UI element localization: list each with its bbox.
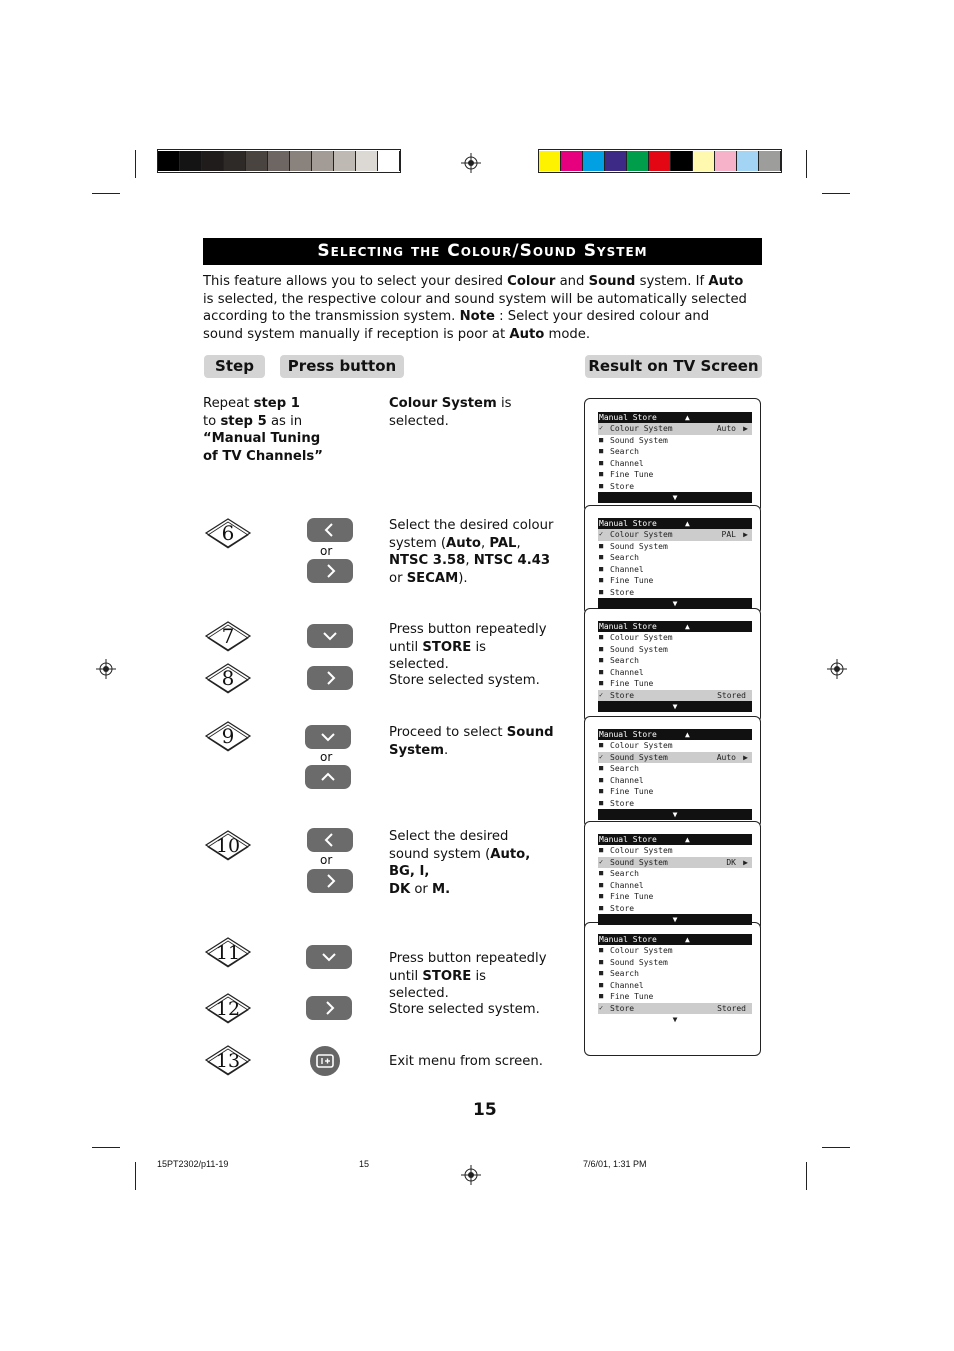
calibration-swatch bbox=[715, 151, 737, 171]
bullet-icon: ■ bbox=[599, 679, 604, 687]
tv-menu-header bbox=[598, 834, 752, 845]
tv-menu-item bbox=[598, 880, 752, 892]
tv-menu-item-label: Store bbox=[610, 690, 635, 700]
tv-menu-item-label: Channel bbox=[610, 980, 644, 990]
tv-menu-item-label: Colour System bbox=[610, 424, 673, 433]
crop-mark bbox=[822, 193, 850, 194]
bullet-icon: ■ bbox=[599, 798, 604, 807]
step-13-number bbox=[204, 1044, 252, 1076]
calibration-swatch bbox=[693, 151, 715, 171]
tv-menu-item bbox=[598, 945, 752, 957]
calibration-swatch bbox=[561, 151, 583, 171]
tv-menu-item bbox=[598, 857, 752, 869]
svg-text:11: 11 bbox=[215, 942, 241, 964]
tv-menu-item bbox=[598, 469, 752, 481]
calibration-swatch bbox=[378, 151, 400, 171]
tv-menu-item-label: Search bbox=[610, 969, 639, 978]
calibration-swatch bbox=[605, 151, 627, 171]
step-13-description: Exit menu from screen. bbox=[389, 1054, 543, 1069]
tv-menu-title: Manual Store bbox=[599, 519, 657, 528]
bullet-icon: ■ bbox=[599, 846, 604, 854]
tv-menu-item bbox=[598, 868, 752, 880]
tv-menu-item bbox=[598, 763, 752, 775]
calibration-swatch bbox=[312, 151, 334, 171]
tv-menu-item bbox=[598, 632, 752, 644]
crop-mark bbox=[92, 193, 120, 194]
crop-mark bbox=[806, 150, 807, 178]
step-12-description: Store selected system. bbox=[389, 1002, 540, 1017]
menu-icon bbox=[310, 1046, 340, 1076]
arrow-right-icon: ▶ bbox=[743, 857, 748, 867]
tv-menu-title: Manual Store bbox=[599, 935, 657, 944]
tv-menu-item-label: Channel bbox=[610, 667, 644, 677]
bullet-icon: ■ bbox=[599, 447, 604, 455]
calibration-swatch bbox=[268, 151, 290, 171]
tv-menu-screen bbox=[598, 412, 752, 503]
check-icon: ✓ bbox=[599, 690, 604, 699]
right-button[interactable] bbox=[307, 666, 353, 690]
tv-menu-item bbox=[598, 564, 752, 576]
tv-menu-item bbox=[598, 845, 752, 857]
down-button[interactable] bbox=[307, 624, 353, 648]
tv-menu-item bbox=[598, 1003, 752, 1015]
tv-menu-header bbox=[598, 934, 752, 945]
tv-menu-item-label: Search bbox=[610, 869, 639, 878]
tv-menu-item-label: Fine Tune bbox=[610, 992, 654, 1001]
tv-menu-item-label: Search bbox=[610, 553, 639, 562]
or-label: or bbox=[320, 853, 333, 867]
tv-menu-header bbox=[598, 412, 752, 423]
page-number: 15 bbox=[473, 1100, 497, 1120]
crop-mark bbox=[135, 150, 136, 178]
tv-menu-item-value: PAL bbox=[721, 530, 736, 539]
step-10-number bbox=[204, 829, 252, 861]
tv-menu-item-label: Colour System bbox=[610, 946, 673, 955]
crop-mark bbox=[806, 1162, 807, 1190]
down-button[interactable] bbox=[306, 945, 352, 969]
footer-file-name: 15PT2302/p11-19 bbox=[157, 1159, 229, 1169]
tv-menu-item bbox=[598, 458, 752, 470]
tv-menu-item-label: Channel bbox=[610, 775, 644, 785]
chevron-down-icon bbox=[320, 730, 336, 744]
check-icon: ✓ bbox=[599, 1003, 604, 1012]
tv-menu-item bbox=[598, 655, 752, 667]
tv-menu-item-label: Store bbox=[610, 481, 635, 491]
tv-menu-item-label: Channel bbox=[610, 880, 644, 890]
svg-text:9: 9 bbox=[221, 724, 235, 748]
step-6-description: Select the desired colour system (Auto, PAL, NTSC 3.58, NTSC 4.43 or SECAM). bbox=[389, 518, 554, 586]
chevron-down-icon bbox=[322, 629, 338, 643]
tv-menu-item bbox=[598, 446, 752, 458]
tv-menu-item-label: Sound System bbox=[610, 857, 668, 867]
chevron-up-icon bbox=[320, 770, 336, 784]
right-button[interactable] bbox=[307, 559, 353, 583]
calibration-swatch bbox=[649, 151, 671, 171]
tv-menu-item-label: Store bbox=[610, 587, 635, 597]
registration-mark-icon bbox=[461, 153, 481, 173]
up-button[interactable] bbox=[305, 765, 351, 789]
footer-page: 15 bbox=[359, 1159, 370, 1169]
tv-menu-item bbox=[598, 775, 752, 787]
scroll-down-icon: ▼ bbox=[598, 701, 752, 712]
bullet-icon: ■ bbox=[599, 764, 604, 772]
svg-text:13: 13 bbox=[215, 1050, 241, 1072]
tv-menu-item-label: Sound System bbox=[610, 752, 668, 762]
tv-menu-item bbox=[598, 957, 752, 969]
tv-menu-item-label: Fine Tune bbox=[610, 576, 654, 585]
tv-menu-screen bbox=[598, 934, 752, 1025]
tv-menu-item-label: Sound System bbox=[610, 644, 668, 654]
tv-menu-item bbox=[598, 423, 752, 435]
calibration-swatch bbox=[356, 151, 378, 171]
calibration-swatch bbox=[290, 151, 312, 171]
chevron-right-icon bbox=[322, 671, 338, 685]
calibration-swatch bbox=[737, 151, 759, 171]
chevron-right-icon bbox=[322, 874, 338, 888]
step-9-description: Proceed to select Sound System. bbox=[389, 725, 554, 758]
footer-timestamp: 7/6/01, 1:31 PM bbox=[583, 1159, 647, 1169]
tv-menu-item-label: Store bbox=[610, 798, 635, 808]
bullet-icon: ■ bbox=[599, 541, 604, 550]
bullet-icon: ■ bbox=[599, 880, 604, 889]
scroll-up-icon: ▲ bbox=[685, 622, 690, 631]
tv-menu-item-label: Sound System bbox=[610, 957, 668, 967]
check-icon: ✓ bbox=[599, 424, 604, 432]
tv-menu-item-label: Fine Tune bbox=[610, 892, 654, 901]
bullet-icon: ■ bbox=[599, 644, 604, 653]
tv-menu-screen bbox=[598, 729, 752, 820]
bullet-icon: ■ bbox=[599, 633, 604, 641]
tv-menu-item-label: Fine Tune bbox=[610, 679, 654, 688]
scroll-up-icon: ▲ bbox=[685, 519, 690, 528]
tv-menu-title: Manual Store bbox=[599, 730, 657, 739]
or-label: or bbox=[320, 544, 333, 558]
tv-menu-item-value: Auto bbox=[716, 424, 736, 433]
svg-text:7: 7 bbox=[221, 624, 235, 648]
press-button-column-header: Press button bbox=[280, 355, 404, 378]
tv-menu-item bbox=[598, 644, 752, 656]
left-button[interactable] bbox=[307, 828, 353, 852]
svg-text:10: 10 bbox=[215, 835, 241, 857]
step-8-number bbox=[204, 662, 252, 694]
tv-menu-item-label: Search bbox=[610, 656, 639, 665]
tv-menu-title: Manual Store bbox=[599, 835, 657, 844]
bullet-icon: ■ bbox=[599, 903, 604, 912]
scroll-down-icon: ▼ bbox=[598, 914, 752, 925]
tv-menu-item-label: Colour System bbox=[610, 530, 673, 539]
tv-menu-item-label: Colour System bbox=[610, 846, 673, 855]
bullet-icon: ■ bbox=[599, 667, 604, 676]
tv-menu-item-label: Colour System bbox=[610, 741, 673, 750]
tv-menu-item-label: Store bbox=[610, 1003, 635, 1013]
svg-text:6: 6 bbox=[221, 521, 235, 545]
tv-menu-item-label: Sound System bbox=[610, 541, 668, 551]
scroll-up-icon: ▲ bbox=[685, 935, 690, 944]
tv-menu-title: Manual Store bbox=[599, 622, 657, 631]
calibration-swatch bbox=[246, 151, 268, 171]
chevron-right-icon bbox=[322, 564, 338, 578]
menu-button[interactable] bbox=[310, 1046, 340, 1076]
bullet-icon: ■ bbox=[599, 957, 604, 966]
calibration-swatch bbox=[583, 151, 605, 171]
bullet-icon: ■ bbox=[599, 787, 604, 795]
tv-menu-item bbox=[598, 529, 752, 541]
tv-menu-item-label: Fine Tune bbox=[610, 787, 654, 796]
grayscale-calibration-bar bbox=[157, 149, 401, 173]
bullet-icon: ■ bbox=[599, 980, 604, 989]
bullet-icon: ■ bbox=[599, 564, 604, 573]
arrow-right-icon: ▶ bbox=[743, 530, 748, 539]
tv-menu-item-label: Search bbox=[610, 447, 639, 456]
registration-mark-icon bbox=[96, 659, 116, 679]
bullet-icon: ■ bbox=[599, 946, 604, 954]
svg-text:8: 8 bbox=[221, 666, 235, 690]
tv-menu-item-value: DK bbox=[726, 857, 736, 867]
registration-mark-icon bbox=[461, 1165, 481, 1185]
scroll-up-icon: ▲ bbox=[685, 835, 690, 844]
scroll-up-icon: ▲ bbox=[685, 730, 690, 739]
chevron-left-icon bbox=[322, 523, 338, 537]
tv-menu-item bbox=[598, 690, 752, 702]
left-button[interactable] bbox=[307, 518, 353, 542]
check-icon: ✓ bbox=[599, 752, 604, 761]
tv-menu-item bbox=[598, 891, 752, 903]
bullet-icon: ■ bbox=[599, 656, 604, 664]
bullet-icon: ■ bbox=[599, 869, 604, 877]
tv-menu-item bbox=[598, 541, 752, 553]
tv-menu-header bbox=[598, 518, 752, 529]
registration-mark-icon bbox=[827, 659, 847, 679]
bullet-icon: ■ bbox=[599, 969, 604, 977]
crop-mark bbox=[822, 1147, 850, 1148]
calibration-swatch bbox=[759, 151, 781, 171]
tv-menu-item-label: Sound System bbox=[610, 435, 668, 445]
tv-menu-header bbox=[598, 621, 752, 632]
tv-menu-title: Manual Store bbox=[599, 413, 657, 422]
scroll-up-icon: ▲ bbox=[685, 413, 690, 422]
tv-menu-item-label: Channel bbox=[610, 458, 644, 468]
tv-menu-item bbox=[598, 798, 752, 810]
step-12-number bbox=[204, 992, 252, 1024]
calibration-swatch bbox=[158, 151, 180, 171]
bullet-icon: ■ bbox=[599, 553, 604, 561]
check-icon: ✓ bbox=[599, 530, 604, 538]
tv-menu-item bbox=[598, 678, 752, 690]
tv-menu-item-label: Store bbox=[610, 903, 635, 913]
tv-menu-item bbox=[598, 552, 752, 564]
or-label: or bbox=[320, 750, 333, 764]
step-7-number bbox=[204, 620, 252, 652]
repeat-instruction: Repeat step 1 to step 5 as in “Manual Tuning of TV Channels” bbox=[203, 396, 323, 464]
step-11-description: Press button repeatedly until STORE is selected. bbox=[389, 951, 547, 1001]
tv-menu-item bbox=[598, 752, 752, 764]
bullet-icon: ■ bbox=[599, 892, 604, 900]
tv-menu-item-label: Colour System bbox=[610, 633, 673, 642]
scroll-down-icon: ▼ bbox=[598, 598, 752, 609]
calibration-swatch bbox=[202, 151, 224, 171]
calibration-swatch bbox=[671, 151, 693, 171]
tv-menu-item bbox=[598, 980, 752, 992]
scroll-down-icon: ▼ bbox=[598, 1014, 752, 1025]
intro-paragraph: This feature allows you to select your desired Colour and Sound system. If Auto is selected, the respective colour and sound system will be automatically selected according to the transmission system. Note : Select your desired colour and sound system manually if reception is poor at Auto mode. bbox=[203, 274, 747, 342]
step-11-number bbox=[204, 936, 252, 968]
bullet-icon: ■ bbox=[599, 435, 604, 444]
bullet-icon: ■ bbox=[599, 741, 604, 749]
tv-menu-item bbox=[598, 587, 752, 599]
tv-menu-item-value: Stored bbox=[717, 690, 746, 700]
bullet-icon: ■ bbox=[599, 458, 604, 467]
calibration-swatch bbox=[627, 151, 649, 171]
tv-menu-header bbox=[598, 729, 752, 740]
chevron-right-icon bbox=[321, 1001, 337, 1015]
tv-menu-item bbox=[598, 786, 752, 798]
tv-menu-item bbox=[598, 903, 752, 915]
tv-menu-item bbox=[598, 740, 752, 752]
tv-menu-item bbox=[598, 667, 752, 679]
right-button[interactable] bbox=[307, 869, 353, 893]
step-7-description: Press button repeatedly until STORE is selected. bbox=[389, 622, 547, 672]
bullet-icon: ■ bbox=[599, 576, 604, 584]
tv-menu-item-value: Stored bbox=[717, 1003, 746, 1013]
calibration-swatch bbox=[539, 151, 561, 171]
tv-menu-item-label: Search bbox=[610, 764, 639, 773]
right-button[interactable] bbox=[306, 996, 352, 1020]
step-8-description: Store selected system. bbox=[389, 673, 540, 688]
calibration-swatch bbox=[334, 151, 356, 171]
arrow-right-icon: ▶ bbox=[743, 424, 748, 433]
tv-menu-item bbox=[598, 435, 752, 447]
tv-menu-screen bbox=[598, 834, 752, 925]
tv-menu-item bbox=[598, 575, 752, 587]
step-6-number bbox=[204, 517, 252, 549]
step-9-number bbox=[204, 720, 252, 752]
bullet-icon: ■ bbox=[599, 775, 604, 784]
arrow-right-icon: ▶ bbox=[743, 752, 748, 762]
calibration-swatch bbox=[180, 151, 202, 171]
tv-menu-item-label: Fine Tune bbox=[610, 470, 654, 479]
page-title: Selecting the Colour/Sound System bbox=[203, 238, 762, 265]
tv-menu-item bbox=[598, 481, 752, 493]
bullet-icon: ■ bbox=[599, 470, 604, 478]
chevron-down-icon bbox=[321, 950, 337, 964]
scroll-down-icon: ▼ bbox=[598, 809, 752, 820]
crop-mark bbox=[92, 1147, 120, 1148]
bullet-icon: ■ bbox=[599, 587, 604, 596]
step-column-header: Step bbox=[204, 355, 265, 378]
tv-menu-item-value: Auto bbox=[716, 752, 736, 762]
tv-menu-screen bbox=[598, 518, 752, 609]
color-calibration-bar bbox=[538, 149, 782, 173]
tv-menu-item bbox=[598, 991, 752, 1003]
svg-text:12: 12 bbox=[215, 998, 241, 1020]
tv-menu-item bbox=[598, 968, 752, 980]
result-column-header: Result on TV Screen bbox=[585, 355, 762, 378]
check-icon: ✓ bbox=[599, 857, 604, 866]
step-10-description: Select the desired sound system (Auto, BG, I, DK or M. bbox=[389, 829, 531, 897]
step-0-description: Colour System is selected. bbox=[389, 396, 512, 429]
chevron-left-icon bbox=[322, 833, 338, 847]
bullet-icon: ■ bbox=[599, 481, 604, 490]
tv-menu-item-label: Channel bbox=[610, 564, 644, 574]
bullet-icon: ■ bbox=[599, 992, 604, 1000]
crop-mark bbox=[135, 1162, 136, 1190]
down-button[interactable] bbox=[305, 725, 351, 749]
tv-menu-screen bbox=[598, 621, 752, 712]
scroll-down-icon: ▼ bbox=[598, 492, 752, 503]
calibration-swatch bbox=[224, 151, 246, 171]
